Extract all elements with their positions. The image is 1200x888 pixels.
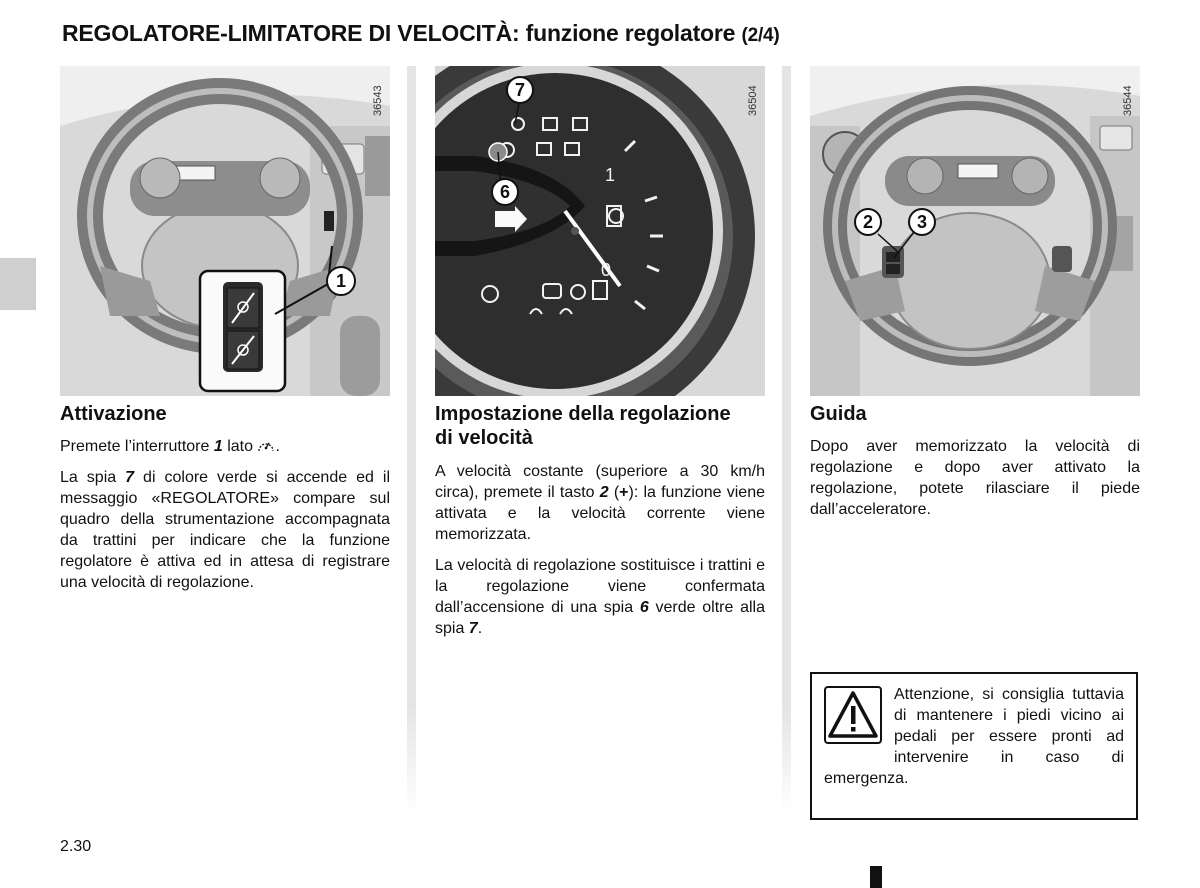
activation-paragraph-2: La spia 7 di colore verde si accende ed il messaggio «REGOLATORE» compare sul quadro della strumentazione accompagnata da trattini per indicare che la funzione regolatore è attiva ed in attesa di registrare una velocità di regolazione. bbox=[60, 469, 390, 591]
warning-box bbox=[810, 672, 1138, 820]
callout-6 bbox=[492, 179, 518, 205]
steering-buttons-illustration bbox=[810, 66, 1140, 396]
page-title bbox=[62, 20, 780, 47]
figure-code: 36543 bbox=[372, 85, 384, 116]
callout-7-label: 7 bbox=[514, 80, 526, 100]
section-title-driving: Guida bbox=[810, 403, 867, 425]
figure-code: 36504 bbox=[747, 85, 759, 116]
dial-number: 1 bbox=[605, 165, 616, 185]
section-title-activation: Attivazione bbox=[60, 403, 167, 425]
callout-7 bbox=[507, 77, 533, 103]
page-part-indicator: (2/4) bbox=[741, 25, 780, 46]
page-title-text: REGOLATORE-LIMITATORE DI VELOCITÀ: funzione regolatore bbox=[62, 20, 736, 46]
activation-paragraph-1: Premete l’interruttore 1 lato . bbox=[60, 438, 280, 455]
ref-number: 1 bbox=[213, 438, 223, 455]
callout-1-label: 1 bbox=[335, 271, 347, 291]
setting-text bbox=[435, 461, 765, 649]
callout-1 bbox=[327, 267, 355, 295]
steering-switch-illustration bbox=[60, 66, 390, 396]
instrument-cluster-illustration bbox=[435, 66, 765, 396]
section-title-setting: Impostazione della regolazione di velocità bbox=[435, 403, 731, 449]
speedometer-regulator-icon bbox=[257, 437, 275, 453]
column-divider bbox=[782, 66, 791, 816]
callout-3 bbox=[909, 209, 935, 235]
callout-6-label: 6 bbox=[499, 182, 511, 202]
driving-text bbox=[810, 436, 1140, 530]
svg-text:0: 0 bbox=[601, 260, 612, 280]
callout-2 bbox=[855, 209, 881, 235]
callout-2-label: 2 bbox=[862, 212, 874, 232]
callout-3-label: 3 bbox=[916, 212, 928, 232]
setting-paragraph-2: La velocità di regolazione sostituisce i trattini e la regolazione viene confermata dall’accensione di una spia 6 verde oltre alla spia 7. bbox=[435, 557, 766, 637]
ref-number: 7 bbox=[125, 469, 135, 486]
figure-steering-switch bbox=[60, 66, 390, 396]
warning-text: Attenzione, si consiglia tuttavia di mantenere i piedi vicino ai pedali per essere pronti ad intervenire in caso di emergenza. bbox=[824, 686, 1124, 787]
driving-paragraph-1: Dopo aver memorizzato la velocità di regolazione e dopo aver attivato la regolazione, potete rilasciare il piede dall’acceleratore. bbox=[810, 438, 1140, 518]
chapter-tab-marker bbox=[0, 258, 36, 310]
figure-steering-buttons bbox=[810, 66, 1140, 396]
figure-code: 36544 bbox=[1122, 85, 1134, 116]
page-edge-marker bbox=[870, 866, 882, 888]
page-number: 2.30 bbox=[60, 838, 92, 855]
column-divider bbox=[407, 66, 416, 816]
activation-text bbox=[60, 436, 390, 603]
setting-paragraph-1: A velocità costante (superiore a 30 km/h circa), premete il tasto 2 (+): la funzione viene attivata e la velocità corrente viene memorizzata. bbox=[435, 463, 766, 543]
figure-instrument-cluster bbox=[435, 66, 765, 396]
